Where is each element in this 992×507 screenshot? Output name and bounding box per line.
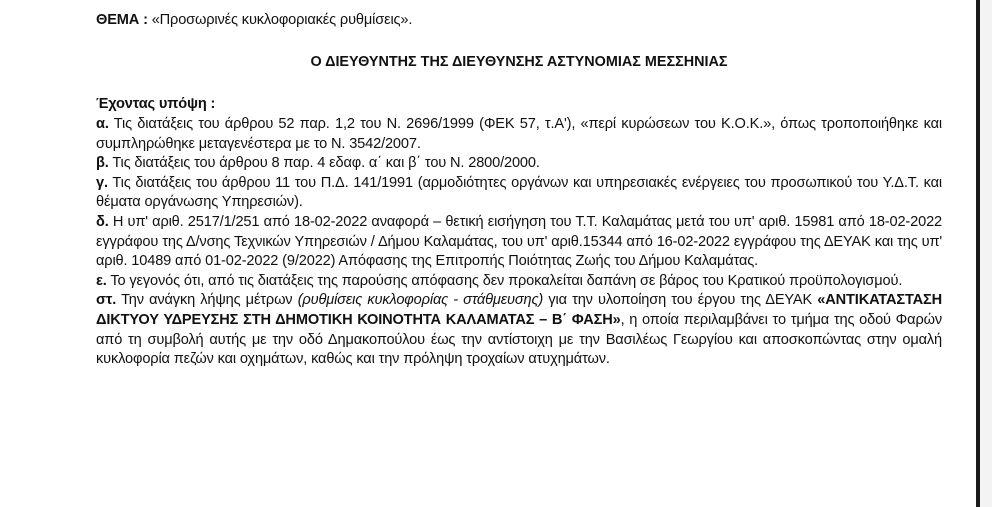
considerations-lead: Έχοντας υπόψη : (96, 96, 216, 112)
item-text: Τις διατάξεις του άρθρου 11 του Π.Δ. 141/1991 (αρμοδιότητες οργάνων και υπηρεσιακές ενέργειες του προσωπικού του Υ.Δ.Τ. και θέματα οργάνωσης Υπηρεσιών). (96, 174, 942, 211)
item-text-after: , η οποία περιλαμβάνει το τμήμα της οδού Φαρών από τη συμβολή αυτής με την οδό Δημακοπούλου έως την αντίστοιχη με την Βασιλέως Γεωργίου και αποσκοπώντας στην ομαλή κυκλοφορία πεζών και οχημάτων, καθώς και την πρόληψη τροχαίων ατυχημάτων. (96, 311, 942, 368)
consideration-item-st (96, 291, 942, 369)
item-text: Το γεγονός ότι, από τις διατάξεις της παρούσης απόφασης δεν προκαλείται δαπάνη σε βάρος του Κρατικού προϋπολογισμού. (110, 272, 903, 289)
consideration-item-c (96, 174, 942, 213)
consideration-item-a (96, 115, 942, 154)
item-text-middle: για την υλοποίηση του έργου της ΔΕΥΑΚ (548, 292, 813, 309)
subject-line (96, 11, 942, 31)
subject-text: «Προσωρινές κυκλοφοριακές ρυθμίσεις». (151, 12, 413, 28)
document-body (96, 11, 942, 370)
item-marker: στ. (96, 292, 117, 309)
page-margin-shadow (980, 0, 992, 507)
document-heading: Ο ΔΙΕΥΘΥΝΤΗΣ ΤΗΣ ΔΙΕΥΘΥΝΣΗΣ ΑΣΤΥΝΟΜΙΑΣ ΜΕΣΣΗΝΙΑΣ (310, 54, 728, 70)
item-text-italic: (ρυθμίσεις κυκλοφορίας - στάθμευσης) (297, 292, 544, 309)
consideration-item-d (96, 213, 942, 272)
subject-label: ΘΕΜΑ : (96, 12, 148, 28)
consideration-item-b (96, 154, 942, 174)
item-text-before: Την ανάγκη λήψης μέτρων (121, 292, 293, 309)
consideration-item-e (96, 272, 942, 292)
project-title: «ΑΝΤΙΚΑΤΑΣΤΑΣΗ ΔΙΚΤΥΟΥ ΥΔΡΕΥΣΗΣ ΣΤΗ ΔΗΜΟΤΙΚΗ ΚΟΙΝΟΤΗΤΑ ΚΑΛΑΜΑΤΑΣ – Β΄ ΦΑΣΗ» (96, 292, 943, 328)
item-text: Η υπ' αριθ. 2517/1/251 από 18-02-2022 αναφορά – θετική εισήγηση του Τ.Τ. Καλαμάτας μετά του υπ' αριθ. 15981 από 18-02-2022 εγγράφου της Δ/νσης Τεχνικών Υπηρεσιών / Δήμου Καλαμάτας, του υπ' αριθ.15344 από 16-02-2022 εγγράφου της ΔΕΥΑΚ και της υπ' αριθ. 10489 από 01-02-2022 (9/2022) Απόφασης της Επιτροπής Ποιότητας Ζωής του Δήμου Καλαμάτας. (96, 213, 943, 270)
item-marker: ε. (96, 272, 107, 289)
item-text: Τις διατάξεις του άρθρου 8 παρ. 4 εδαφ. α΄ και β΄ του Ν. 2800/2000. (112, 155, 540, 172)
item-text: Τις διατάξεις του άρθρου 52 παρ. 1,2 του Ν. 2696/1999 (ΦΕΚ 57, τ.Α'), «περί κυρώσεων του Κ.Ο.Κ.», όπως τροποποιήθηκε και συμπληρώθηκε μεταγενέστερα με το Ν. 3542/2007. (96, 116, 942, 152)
item-marker: α. (96, 116, 109, 132)
item-marker: δ. (96, 213, 109, 230)
item-marker: γ. (96, 174, 108, 191)
item-marker: β. (96, 155, 109, 172)
